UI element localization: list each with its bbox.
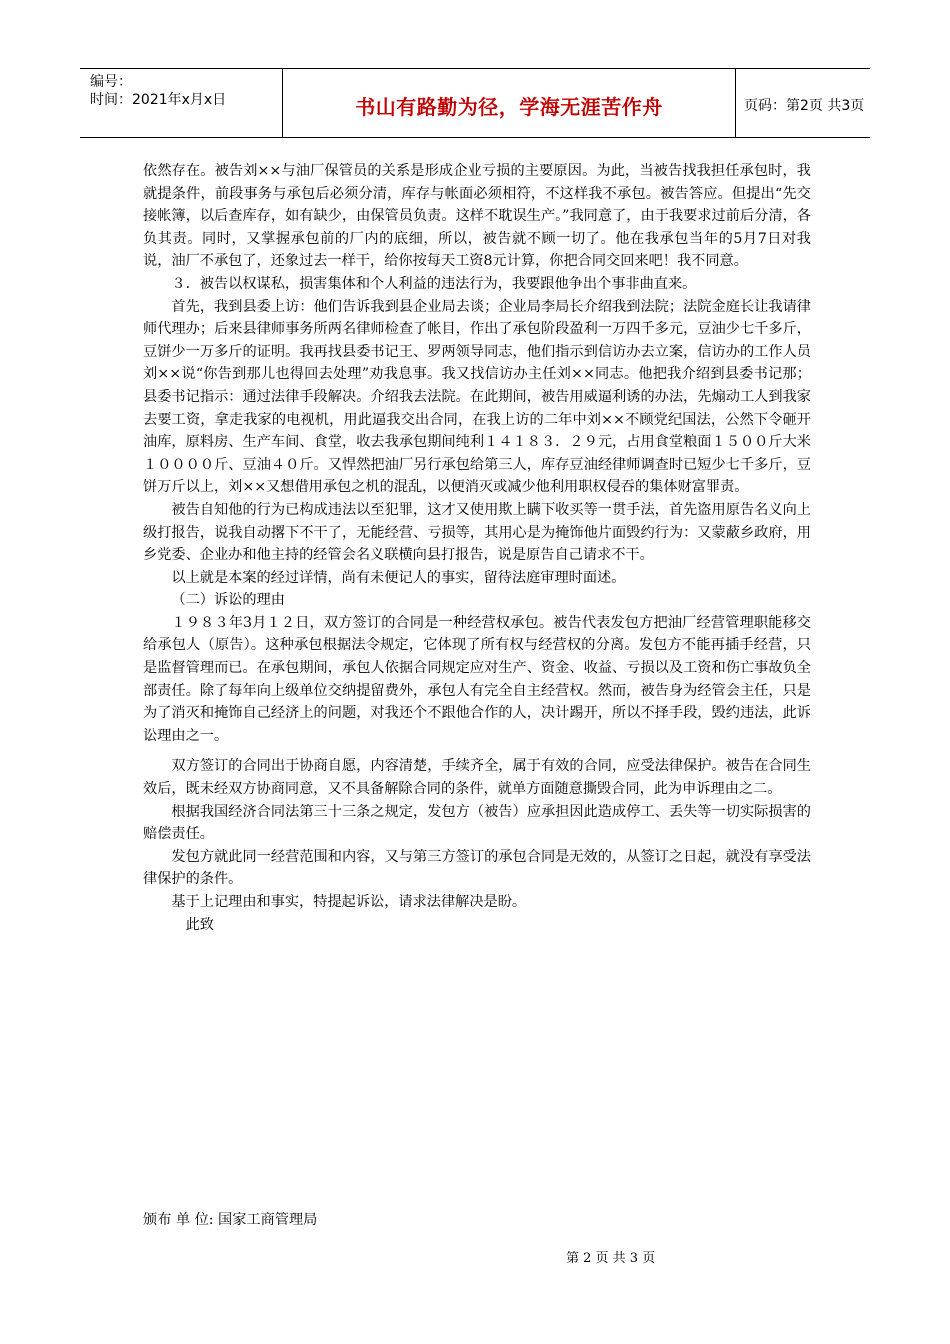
paragraph-reason-4: 发包方就此同一经营范围和内容，又与第三方签订的承包合同是无效的，从签订之日起，就没有享受法律保护的条件。 <box>143 848 811 888</box>
header-page-cell <box>736 69 870 137</box>
paragraph-petition-history: 首先，我到县委上访：他们告诉我到县企业局去谈；企业局李局长介绍我到法院；法院金庭长让我请律师代理办；后来县律师事务所两名律师检查了帐目，作出了承包阶段盈利一万四千多元，豆油少七千多斤，豆饼少一万多斤的证明。我再找县委书记王、罗两领导同志，他们指示到信访办去立案，信访办的工作人员刘××说“你告到那儿也得回去处理”劝我息事。我又找信访办主任刘××同志。他把我介绍到县委书记那；县委书记指示：通过法律手段解决。介绍我去法院。在此期间，被告用威逼利诱的办法，先煽动工人到我家去要工资，拿走我家的电视机，用此逼我交出合同，在我上访的二年中刘××不顾党纪国法，公然下令砸开油库，原料房、生产车间、食堂，收去我承包期间纯利１４１８３．２９元，占用食堂粮面１５００斤大米１００００斤、豆油４０斤。又悍然把油厂另行承包给第三人，库存豆油经律师调查时已短少七千多斤，豆饼万斤以上，刘××又想借用承包之机的混乱，以便消灭或减少他利用职权侵吞的集体财富罪责。 <box>143 298 811 496</box>
header-page-info: 页码：第2页 共3页 <box>744 98 865 114</box>
page-footer: 第 2 页 共 3 页 <box>566 1251 656 1266</box>
document-time-label: 时间：2021年x月x日 <box>90 92 227 108</box>
paragraph-continuation: 依然存在。被告刘××与油厂保管员的关系是形成企业亏损的主要原因。为此，当被告找我担任承包时，我就提条件，前段事务与承包后必须分清，库存与帐面必须相符，不这样我不承包。被告答应。但提出“先交接帐簿，以后查库存，如有缺少，由保管员负责。这样不耽误生产。”我同意了，由于我要求过前后分清，各负其责。同时，又掌握承包前的厂内的底细，所以，被告就不顾一切了。他在我承包当年的5月7日对我说，油厂不承包了，还象过去一样干，给你按每天工资8元计算，你把合同交回来吧！我不同意。 <box>143 163 811 270</box>
paragraph-reason-2: 双方签订的合同出于协商自愿，内容清楚，手续齐全，属于有效的合同，应受法律保护。被告在合同生效后，既未经双方协商同意，又不具备解除合同的条件，就单方面随意撕毁合同，此为申诉理由之二。 <box>143 758 811 798</box>
header-motto-cell <box>283 69 736 137</box>
paragraph-request: 基于上记理由和事实，特提起诉讼，请求法律解决是盼。 <box>171 894 527 910</box>
issuing-unit: 颁布 单 位: 国家工商管理局 <box>143 1212 318 1228</box>
header-motto: 书山有路勤为径，学海无涯苦作舟 <box>355 95 663 119</box>
paragraph-reason-1: １９８３年3月１２日，双方签订的合同是一种经营权承包。被告代表发包方把油厂经营管理职能移交给承包人（原告）。这种承包根据法令规定，它体现了所有权与经营权的分离。发包方不能再插手经营，只是监督管理而已。在承包期间，承包人依据合同规定应对生产、资金、收益、亏损以及工资和伤亡事故负全部责任。除了每年向上级单位交纳提留费外，承包人有完全自主经营权。然而，被告身为经管会主任，只是为了消灭和掩饰自己经济上的问题，对我还个不跟他合作的人，决计踢开，所以不择手段，毁约违法，此诉讼理由之一。 <box>143 614 811 744</box>
document-header <box>80 68 870 138</box>
header-meta-cell <box>80 69 283 137</box>
closing-salutation: 此致 <box>185 916 214 933</box>
paragraph-reason-3: 根据我国经济合同法第三十三条之规定，发包方（被告）应承担因此造成停工、丢失等一切实际损害的赔偿责任。 <box>143 803 811 843</box>
document-number-label: 编号： <box>90 74 132 90</box>
paragraph-defendant-actions: 被告自知他的行为已构成违法以至犯罪，这才又使用欺上瞒下收买等一贯手法，首先盗用原告名义向上级打报告，说我自动撂下不干了，无能经营、亏损等，其用心是为掩饰他片面毁约行为：又蒙蔽乡政府，用乡党委、企业办和他主持的经管会名义联横向县打报告，说是原告自己请求不干。 <box>143 501 811 564</box>
paragraph-point-3: ３．被告以权谋私，损害集体和个人利益的违法行为，我要跟他争出个事非曲直来。 <box>171 275 697 292</box>
document-body <box>143 160 811 936</box>
section-heading-reasons: （二）诉讼的理由 <box>171 592 285 609</box>
paragraph-summary: 以上就是本案的经过详情，尚有未便记人的事实，留待法庭审理时面述。 <box>171 569 626 586</box>
